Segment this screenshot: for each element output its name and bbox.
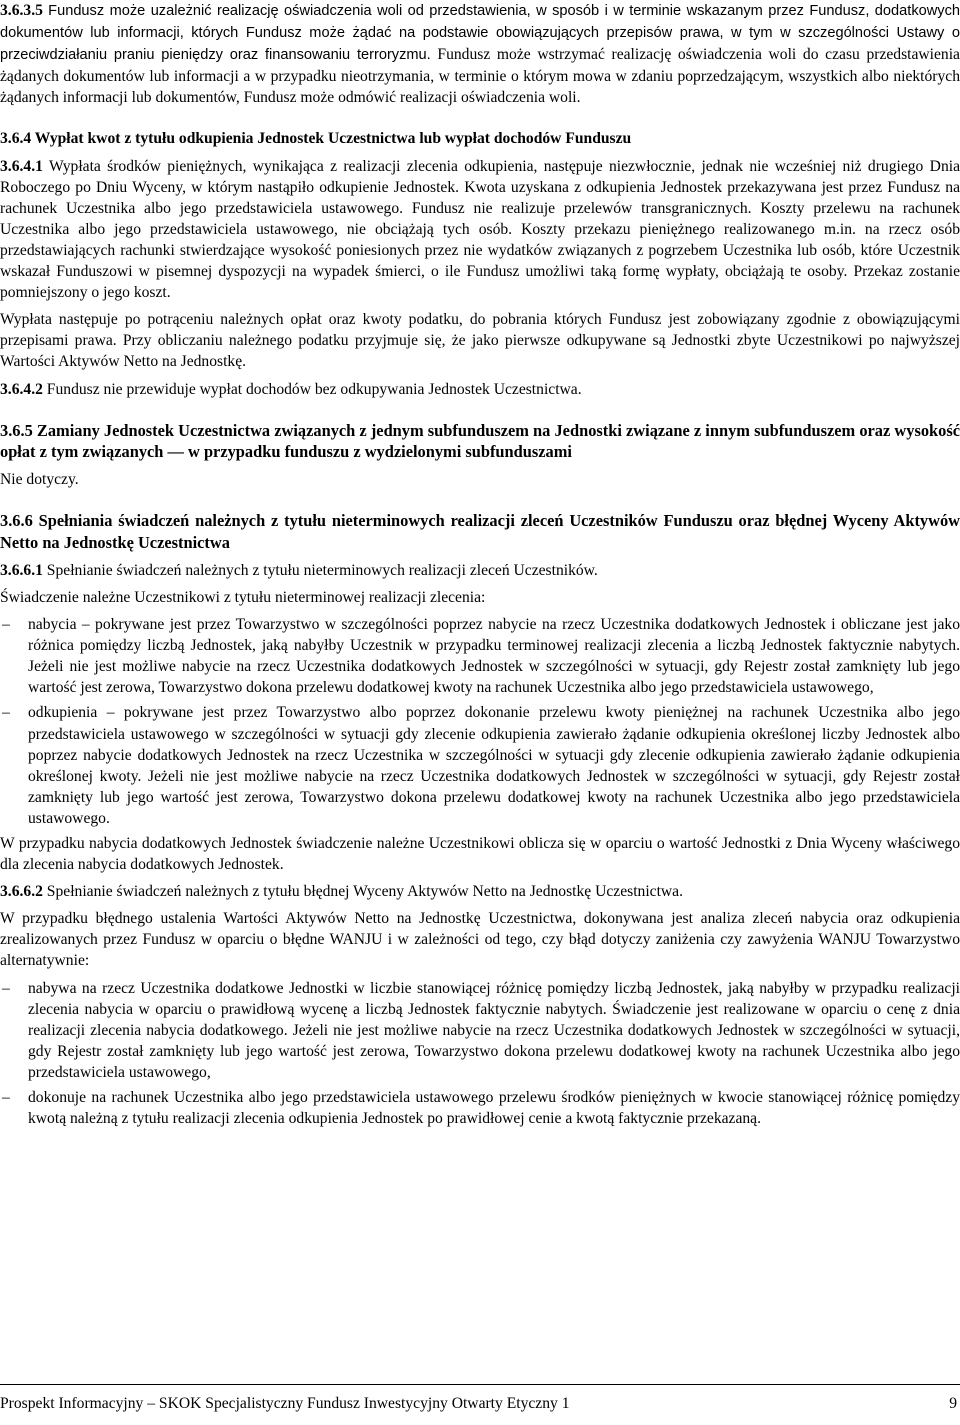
- paragraph-number: 3.6.6.2: [0, 883, 43, 901]
- list-item: [0, 614, 960, 698]
- section-heading-3-6-5: 3.6.5 Zamiany Jednostek Uczestnictwa związanych z jednym subfunduszem na Jednostki związane z innym subfunduszem oraz wysokość opłat z tym związanych — w przypadku funduszu z wydzielonymi subfunduszami: [0, 420, 960, 462]
- list-item-text: nabywa na rzecz Uczestnika dodatkowe Jednostki w liczbie stanowiącej różnicę pomiędzy liczbą Jednostek, jaką nabyłby w przypadku realizacji zlecenia nabycia w oparciu o prawidłową wycenę a liczbą Jednostek faktycznie nabytych. Świadczenie jest realizowane w oparciu o cenę z dnia realizacji zlecenia nabycia dodatkowego. Jeżeli nie jest możliwe nabycie na rzecz Uczestnika dodatkowych Jednostek w szczególności w sytuacji, gdy Rejestr został zamknięty lub jego wartość jest zerowa, Towarzystwo dokona przelewu dodatkowej kwoty na rachunek Uczestnika albo jego przedstawiciela ustawowego,: [28, 979, 960, 1081]
- paragraph-number: 3.6.4.2: [0, 380, 43, 398]
- paragraph-text-sans: Fundusz może uzależnić realizację oświadczenia woli od przedstawienia, w sposób i w terminie wskazanym przez Fundusz, dodatkowych dokumentów lub informacji, których Fundusz może żądać na podstawie obowiązujących przepisów prawa, w tym w szczególności Ustawy o przeciwdziałaniu praniu pieniędzy oraz finansowaniu terroryzmu.: [0, 3, 960, 64]
- page-footer: [0, 1384, 960, 1412]
- list-item-text: dokonuje na rachunek Uczestnika albo jego przedstawiciela ustawowego przelewu środków pieniężnych w kwocie stanowiącej różnicę pomiędzy kwotą należną z tytułu realizacji zlecenia odkupienia Jednostek po prawidłowej cenie a kwotą faktycznie przekazaną.: [28, 1089, 960, 1128]
- paragraph-text: Fundusz może wstrzymać realizację oświadczenia woli do czasu przedstawienia żądanych dokumentów lub informacji a w przypadku nieotrzymania, w terminie o którym mowa w zdaniu poprzedzającym, wszystkich albo niektórych żądanych informacji lub dokumentów, Fundusz może odmówić realizacji oświadczenia woli.: [0, 46, 960, 107]
- section-heading-3-6-6: 3.6.6 Spełniania świadczeń należnych z tytułu nieterminowych realizacji zleceń Uczestników Funduszu oraz błędnej Wyceny Aktywów Netto na Jednostkę Uczestnictwa: [0, 511, 960, 553]
- bullet-list-wrong-valuation: [0, 978, 960, 1130]
- paragraph-number: 3.6.3.5: [0, 2, 43, 19]
- dash-bullet: –: [2, 1089, 10, 1107]
- list-item-text: odkupienia – pokrywane jest przez Towarzystwo albo poprzez dokonanie przelewu kwoty pieniężnej na rachunek Uczestnika albo jego przedstawiciela ustawowego w szczególności w sytuacji gdy zlecenie odkupienia zawierało żądanie odkupienia określonej liczby Jednostek albo poprzez nabycie dodatkowych Jednostek na rzecz Uczestnika w szczególności w sytuacji gdy zlecenie odkupienia zawierało żądanie odkupienia określonej kwoty. Jeżeli nie jest możliwe nabycie na rzecz Uczestnika dodatkowych Jednostek w szczególności w sytuacji, gdy Rejestr został zamknięty lub jego wartość jest zerowa, Towarzystwo dokona przelewu dodatkowej kwoty na rachunek Uczestnika albo jego przedstawiciela ustawowego.: [28, 704, 960, 827]
- paragraph-3-6-6-1: [0, 560, 960, 581]
- paragraph-3-6-6-2: [0, 881, 960, 902]
- footer-title: Prospekt Informacyjny – SKOK Specjalistyczny Fundusz Inwestycyjny Otwarty Etyczny 1: [0, 1395, 570, 1412]
- paragraph-wrong-valuation: W przypadku błędnego ustalenia Wartości Aktywów Netto na Jednostkę Uczestnictwa, dokonywana jest analiza zleceń nabycia oraz odkupienia zrealizowanych przez Fundusz w oparciu o błędne WANJU i w zależności od tego, czy błąd dotyczy zaniżenia czy zawyżenia WANJU Towarzystwo alternatywnie:: [0, 910, 960, 970]
- list-item: [0, 1087, 960, 1129]
- bullet-list-late-orders: [0, 614, 960, 829]
- list-item: [0, 702, 960, 829]
- page-number: 9: [949, 1395, 957, 1412]
- paragraph-3-6-4-2: [0, 379, 960, 400]
- paragraph-additional-units: W przypadku nabycia dodatkowych Jednostek świadczenie należne Uczestnikowi oblicza się w oparciu o wartość Jednostki z Dnia Wyceny właściwego dla zlecenia nabycia dodatkowych Jednostek.: [0, 835, 960, 874]
- list-item: [0, 978, 960, 1083]
- paragraph-number: 3.6.4.1: [0, 157, 43, 175]
- paragraph-number: 3.6.6.1: [0, 561, 43, 579]
- paragraph-text: Spełnianie świadczeń należnych z tytułu błędnej Wyceny Aktywów Netto na Jednostkę Uczestnictwa.: [46, 883, 683, 901]
- paragraph-text: Fundusz nie przewiduje wypłat dochodów bez odkupywania Jednostek Uczestnictwa.: [46, 380, 582, 398]
- paragraph-3-6-3-5: [0, 0, 960, 108]
- paragraph-payout-tax: Wypłata następuje po potrąceniu należnych opłat oraz kwoty podatku, do pobrania których Fundusz jest zobowiązany zgodnie z obowiązującymi przepisami prawa. Przy obliczaniu należnego podatku przyjmuje się, że jako pierwsze odkupywane są Jednostki zbyte Uczestnikowi po najwyższej Wartości Aktywów Netto na Jednostkę.: [0, 311, 960, 371]
- paragraph-not-applicable: Nie dotyczy.: [0, 471, 79, 489]
- paragraph-intro: Świadczenie należne Uczestnikowi z tytułu nieterminowej realizacji zlecenia:: [0, 588, 486, 606]
- list-item-text: nabycia – pokrywane jest przez Towarzystwo w szczególności poprzez nabycie na rzecz Uczestnika dodatkowych Jednostek i obliczane jest jako różnica pomiędzy liczbą Jednostek, jaką nabyłby Uczestnik w przypadku terminowej realizacji zlecenia a liczbą Jednostek faktycznie nabytych. Jeżeli nie jest możliwe nabycie na rzecz Uczestnika dodatkowych Jednostek w szczególności w sytuacji, gdy Rejestr został zamknięty lub jego wartość jest zerowa, Towarzystwo dokona przelewu dodatkowej kwoty na rachunek Uczestnika albo jego przedstawiciela ustawowego,: [28, 616, 960, 697]
- paragraph-3-6-4-1: [0, 156, 960, 304]
- section-heading-3-6-4: 3.6.4 Wypłat kwot z tytułu odkupienia Jednostek Uczestnictwa lub wypłat dochodów Funduszu: [0, 130, 632, 148]
- paragraph-text: Spełnianie świadczeń należnych z tytułu nieterminowych realizacji zleceń Uczestników.: [46, 561, 598, 579]
- dash-bullet: –: [2, 616, 10, 634]
- paragraph-text: Wypłata środków pieniężnych, wynikająca z realizacji zlecenia odkupienia, następuje niezwłocznie, jednak nie wcześniej niż drugiego Dnia Roboczego po Dniu Wyceny, w którym nastąpiło odkupienie Jednostek. Kwota uzyskana z odkupienia Jednostek przekazywana jest przez Fundusz na rachunek Uczestnika albo jego przedstawiciela ustawowego. Fundusz nie realizuje przelewów transgranicznych. Koszty przelewu na rachunek Uczestnika albo jego przedstawiciela ustawowego, nie obciążają tych osób. Koszty przekazu pieniężnego realizowanego m.in. na rzecz osób przedstawiających rachunki stwierdzające wysokość poniesionych przez nie wydatków związanych z pogrzebem Uczestnika lub osób, które Uczestnik wskazał Funduszowi w pisemnej dyspozycji na wypadek śmierci, o ile Fundusz umożliwi taką formę wypłaty, obciążają te osoby. Przekaz zostanie pomniejszony o jego koszt.: [0, 157, 960, 302]
- dash-bullet: –: [2, 704, 10, 722]
- dash-bullet: –: [2, 979, 10, 997]
